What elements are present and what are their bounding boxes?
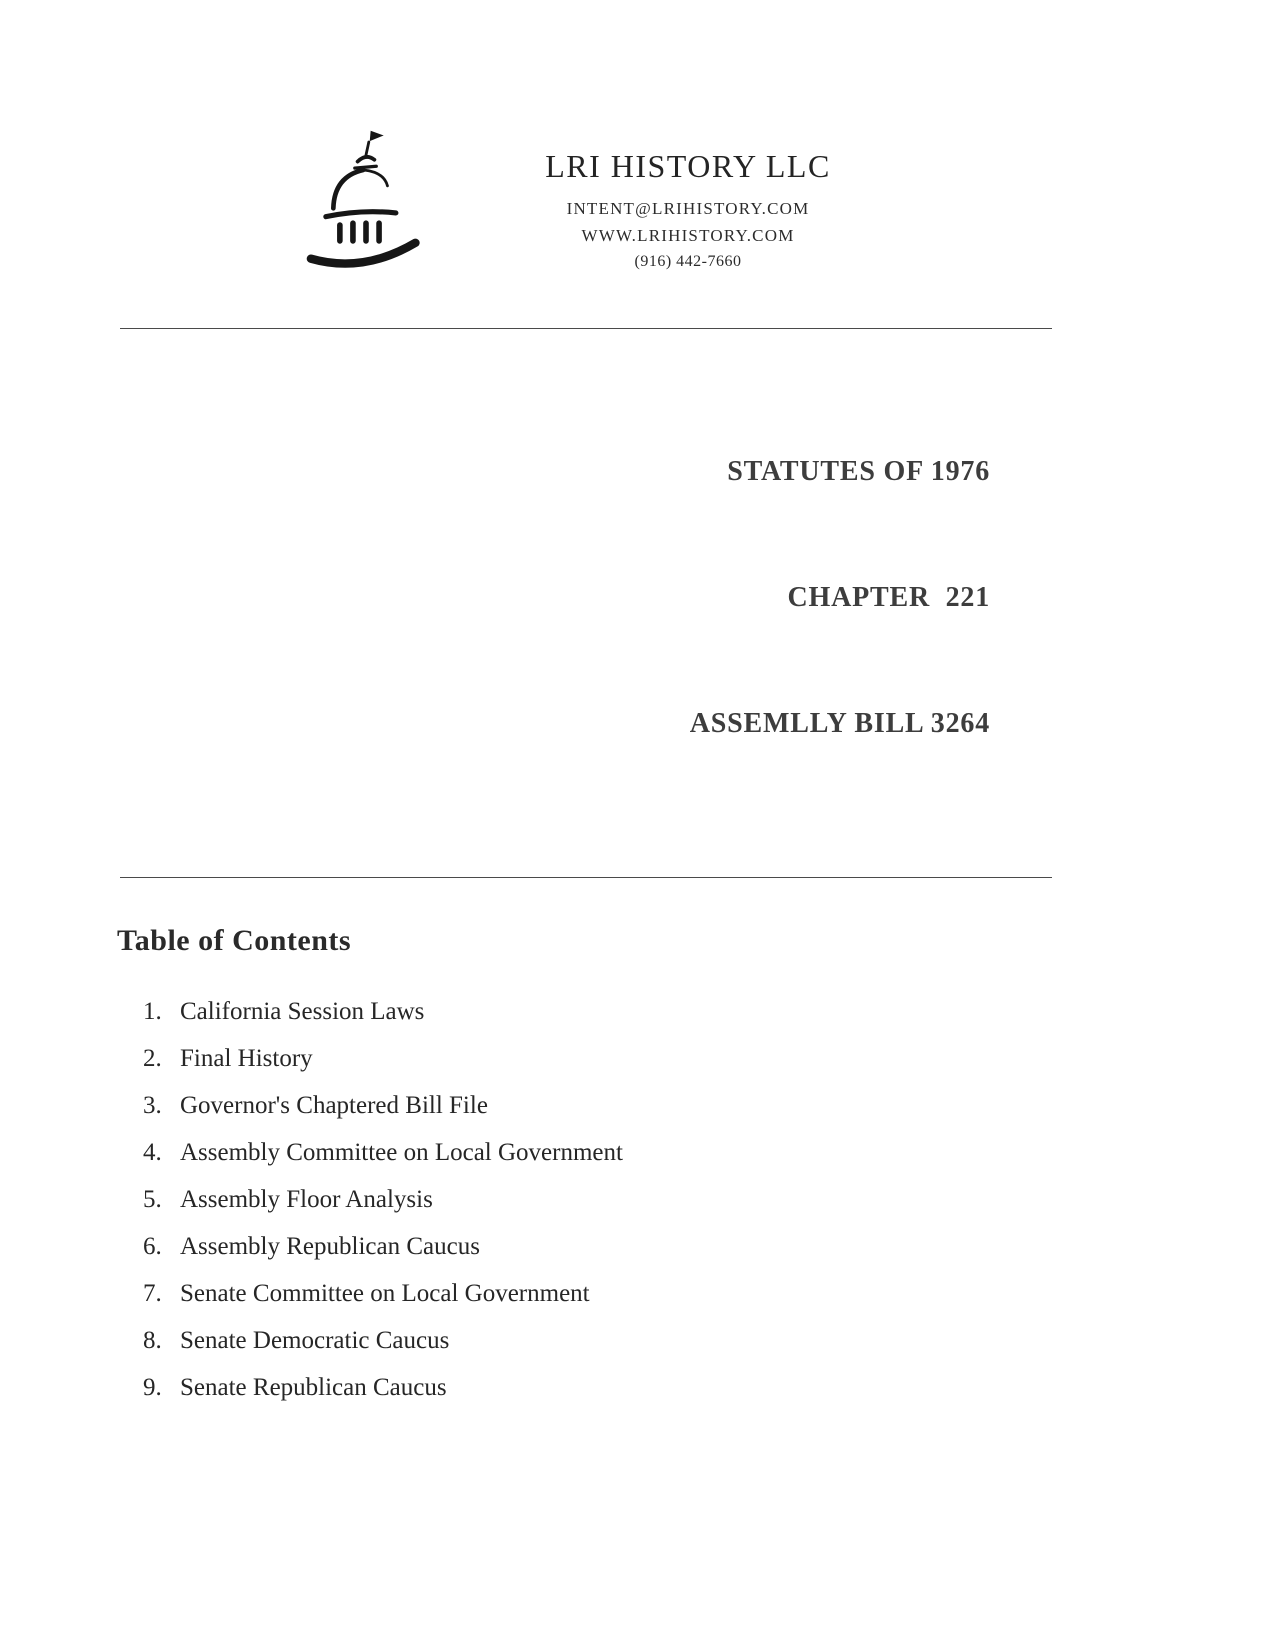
toc-item-number: 2. [143, 1045, 162, 1072]
toc-item-label: Senate Democratic Caucus [180, 1327, 450, 1354]
toc-list [117, 998, 1276, 1401]
chapter-number-line: CHAPTER 221 [787, 582, 990, 613]
toc-item-number: 5. [143, 1186, 162, 1213]
toc-item-label: Governor's Chaptered Bill File [180, 1092, 488, 1119]
company-name: LRI HISTORY LLC [545, 148, 831, 184]
toc-item [117, 1092, 1276, 1119]
toc-item-label: Senate Republican Caucus [180, 1374, 447, 1401]
table-of-contents [117, 924, 1276, 1401]
toc-item [117, 1139, 1276, 1166]
letterhead [0, 0, 1276, 284]
toc-item [117, 998, 1276, 1025]
letterhead-text [478, 148, 898, 271]
toc-item-label: Assembly Floor Analysis [180, 1186, 433, 1213]
assembly-bill-line: ASSEMLLY BILL 3264 [689, 708, 990, 739]
toc-item-label: Final History [180, 1045, 313, 1072]
toc-item-number: 4. [143, 1139, 162, 1166]
document-title-block [0, 367, 990, 829]
toc-item-number: 7. [143, 1280, 162, 1307]
divider-bottom [120, 877, 1052, 878]
toc-item [117, 1186, 1276, 1213]
toc-item-label: Assembly Committee on Local Government [180, 1139, 623, 1166]
capitol-building-icon [296, 126, 436, 284]
toc-item [117, 1045, 1276, 1072]
toc-item-number: 6. [143, 1233, 162, 1260]
toc-item-number: 9. [143, 1374, 162, 1401]
company-email: INTENT@LRIHISTORY.COM [566, 199, 810, 218]
toc-item-number: 3. [143, 1092, 162, 1119]
toc-item-label: California Session Laws [180, 998, 425, 1025]
toc-item [117, 1374, 1276, 1401]
statutes-year-line: STATUTES OF 1976 [727, 456, 990, 487]
toc-item-number: 8. [143, 1327, 162, 1354]
toc-item [117, 1233, 1276, 1260]
company-phone: (916) 442-7660 [634, 253, 742, 270]
toc-item-number: 1. [143, 998, 162, 1025]
toc-item [117, 1327, 1276, 1354]
toc-item-label: Assembly Republican Caucus [180, 1233, 480, 1260]
toc-item-label: Senate Committee on Local Government [180, 1280, 590, 1307]
divider-top [120, 328, 1052, 329]
toc-heading: Table of Contents [117, 924, 352, 957]
company-website: WWW.LRIHISTORY.COM [581, 226, 795, 245]
toc-item [117, 1280, 1276, 1307]
